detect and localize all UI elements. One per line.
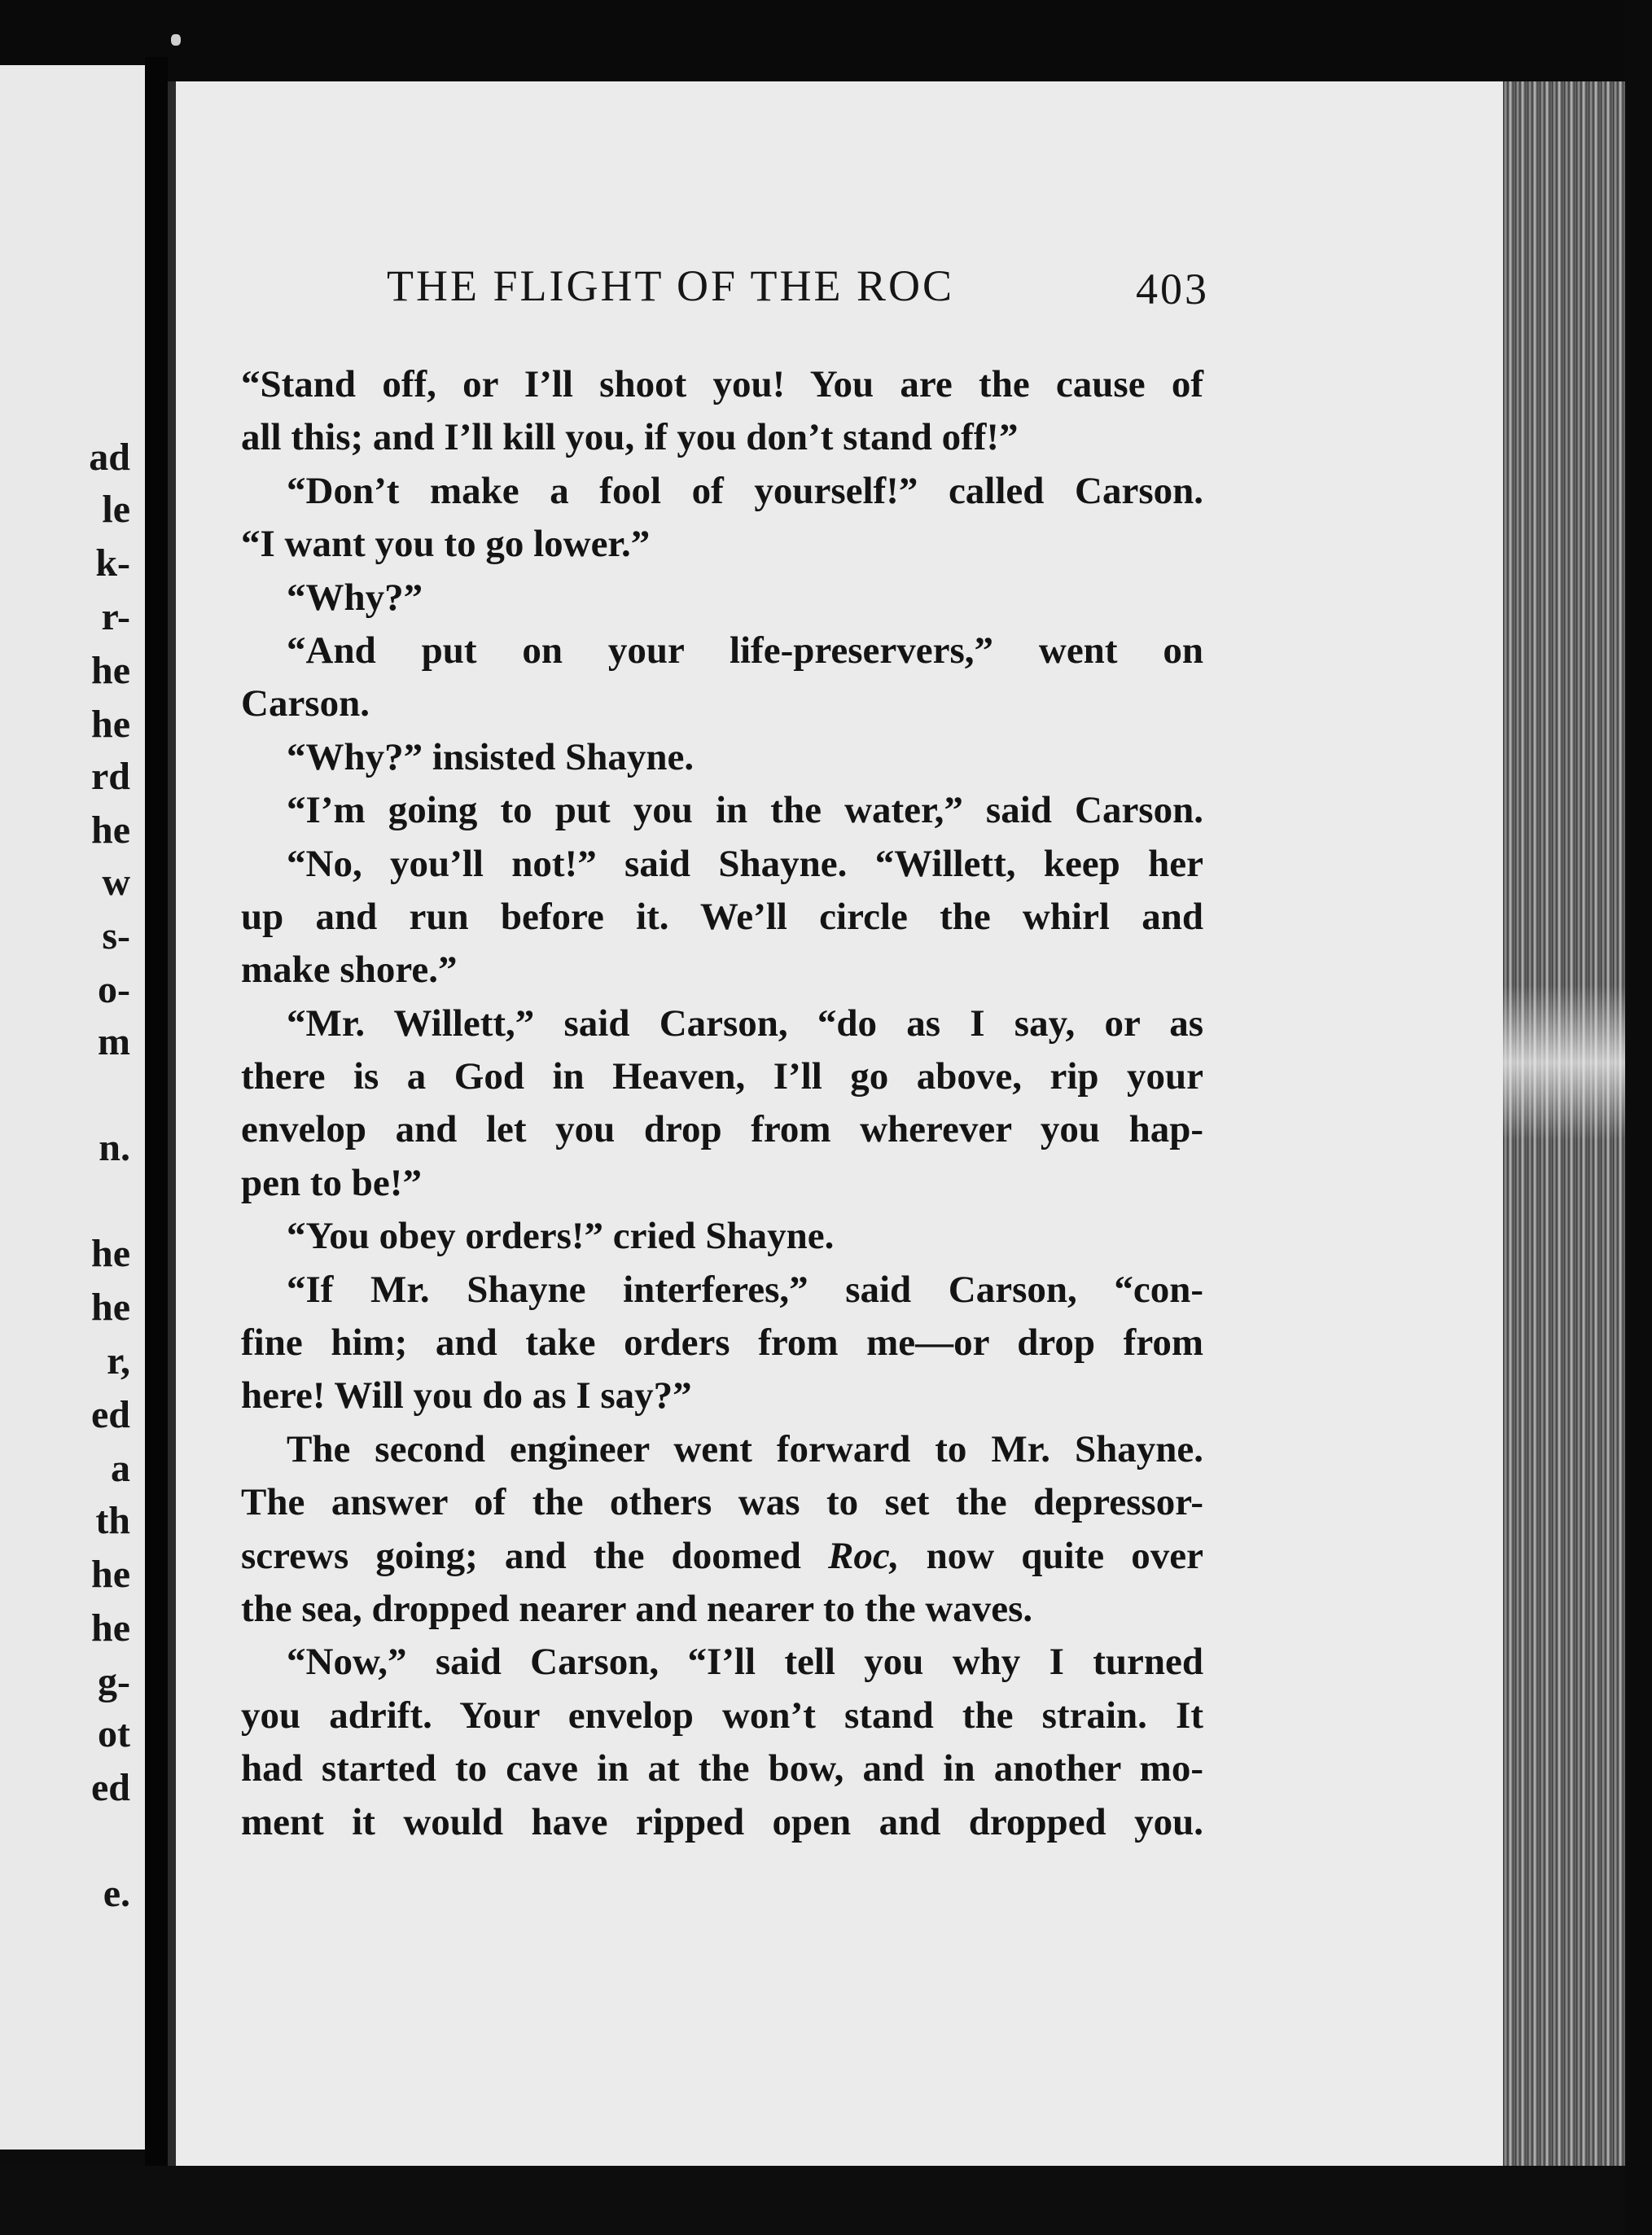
facing-page-edge: [0, 65, 145, 2150]
text-line: [241, 1530, 1203, 1583]
facing-page-fragment: he: [91, 1553, 130, 1596]
book-gutter: [145, 57, 168, 2190]
text-line: “You obey orders!” cried Shayne.: [287, 1215, 835, 1258]
facing-page-fragment: he: [91, 649, 130, 692]
text-line: “Mr. Willett,” said Carson, “do as I say, or as: [287, 1001, 1203, 1045]
text-line: make shore.”: [241, 949, 458, 992]
facing-page-fragment: he: [91, 1286, 130, 1329]
running-head: [387, 261, 1209, 318]
text-segment: now quite over: [899, 1534, 1203, 1577]
text-line: “Don’t make a fool of yourself!” called Carson.: [287, 469, 1203, 512]
scan-background-right: [1625, 0, 1652, 2235]
facing-page-fragment: he: [91, 1232, 130, 1275]
text-line: “Why?” insisted Shayne.: [287, 735, 695, 778]
facing-page-fragment: a: [111, 1447, 130, 1490]
text-line: had started to cave in at the bow, and in another mo-: [241, 1747, 1203, 1790]
facing-page-fragment: ed: [91, 1393, 130, 1436]
facing-page-fragment: w: [102, 861, 130, 904]
text-line: the sea, dropped nearer and nearer to the waves.: [241, 1587, 1033, 1630]
text-line: “I want you to go lower.”: [241, 523, 651, 566]
facing-page-fragment: g-: [98, 1660, 130, 1703]
text-line: you adrift. Your envelop won’t stand the strain. It: [241, 1694, 1203, 1737]
facing-page-fragment: ad: [89, 436, 130, 479]
facing-page-fragment: ot: [98, 1712, 130, 1755]
text-line: “If Mr. Shayne interferes,” said Carson, “con-: [287, 1268, 1203, 1311]
facing-page-fragment: le: [102, 488, 130, 531]
page-edge-highlight: [1503, 985, 1625, 1140]
text-segment: screws going; and the doomed: [241, 1534, 828, 1577]
scan-background-bottom: [0, 2166, 1652, 2235]
text-line: “And put on your life-preservers,” went on: [287, 629, 1203, 672]
scan-background-top: [0, 0, 1652, 85]
text-line: Carson.: [241, 682, 370, 725]
facing-page-fragment: m: [98, 1020, 130, 1063]
text-line: “Why?”: [287, 576, 423, 619]
page-number: 403: [1136, 265, 1209, 313]
text-line: “No, you’ll not!” said Shayne. “Willett, keep her: [287, 842, 1203, 885]
running-head-title: THE FLIGHT OF THE ROC: [387, 261, 955, 310]
text-line: all this; and I’ll kill you, if you don’t stand off!”: [241, 416, 1019, 459]
ship-name-italic: Roc,: [827, 1534, 900, 1577]
text-line: pen to be!”: [241, 1161, 422, 1204]
facing-page-fragment: th: [95, 1499, 130, 1542]
body-text: [241, 358, 1203, 1849]
text-line: there is a God in Heaven, I’ll go above, rip your: [241, 1055, 1203, 1098]
text-line: ment it would have ripped open and dropped you.: [241, 1800, 1203, 1843]
text-line: envelop and let you drop from wherever you hap-: [241, 1108, 1203, 1151]
facing-page-fragment: he: [91, 703, 130, 746]
facing-page-fragment: rd: [91, 755, 130, 798]
facing-page-fragment: n.: [99, 1126, 130, 1169]
facing-page-fragment: k-: [95, 541, 130, 585]
text-line: The second engineer went forward to Mr. Shayne.: [287, 1427, 1203, 1470]
page-stack-edges: [1503, 81, 1625, 2166]
facing-page-fragment: r-: [101, 595, 130, 638]
facing-page-fragment: o-: [98, 968, 130, 1011]
text-line: “Stand off, or I’ll shoot you! You are the cause of: [241, 363, 1203, 405]
text-line: here! Will you do as I say?”: [241, 1374, 692, 1418]
text-line: up and run before it. We’ll circle the whirl and: [241, 895, 1203, 938]
text-line: The answer of the others was to set the depressor-: [241, 1481, 1203, 1524]
facing-page-fragment: s-: [102, 914, 130, 958]
text-line: fine him; and take orders from me—or drop from: [241, 1321, 1203, 1365]
facing-page-fragment: ed: [91, 1766, 130, 1809]
text-line: “I’m going to put you in the water,” said Carson.: [287, 789, 1203, 832]
facing-page-fragment: e.: [103, 1872, 130, 1915]
text-line: “Now,” said Carson, “I’ll tell you why I turned: [287, 1641, 1203, 1684]
facing-page-fragment: he: [91, 1606, 130, 1650]
dust-speck: [171, 34, 181, 46]
facing-page-fragment: r,: [107, 1339, 130, 1383]
facing-page-fragment: he: [91, 809, 130, 852]
